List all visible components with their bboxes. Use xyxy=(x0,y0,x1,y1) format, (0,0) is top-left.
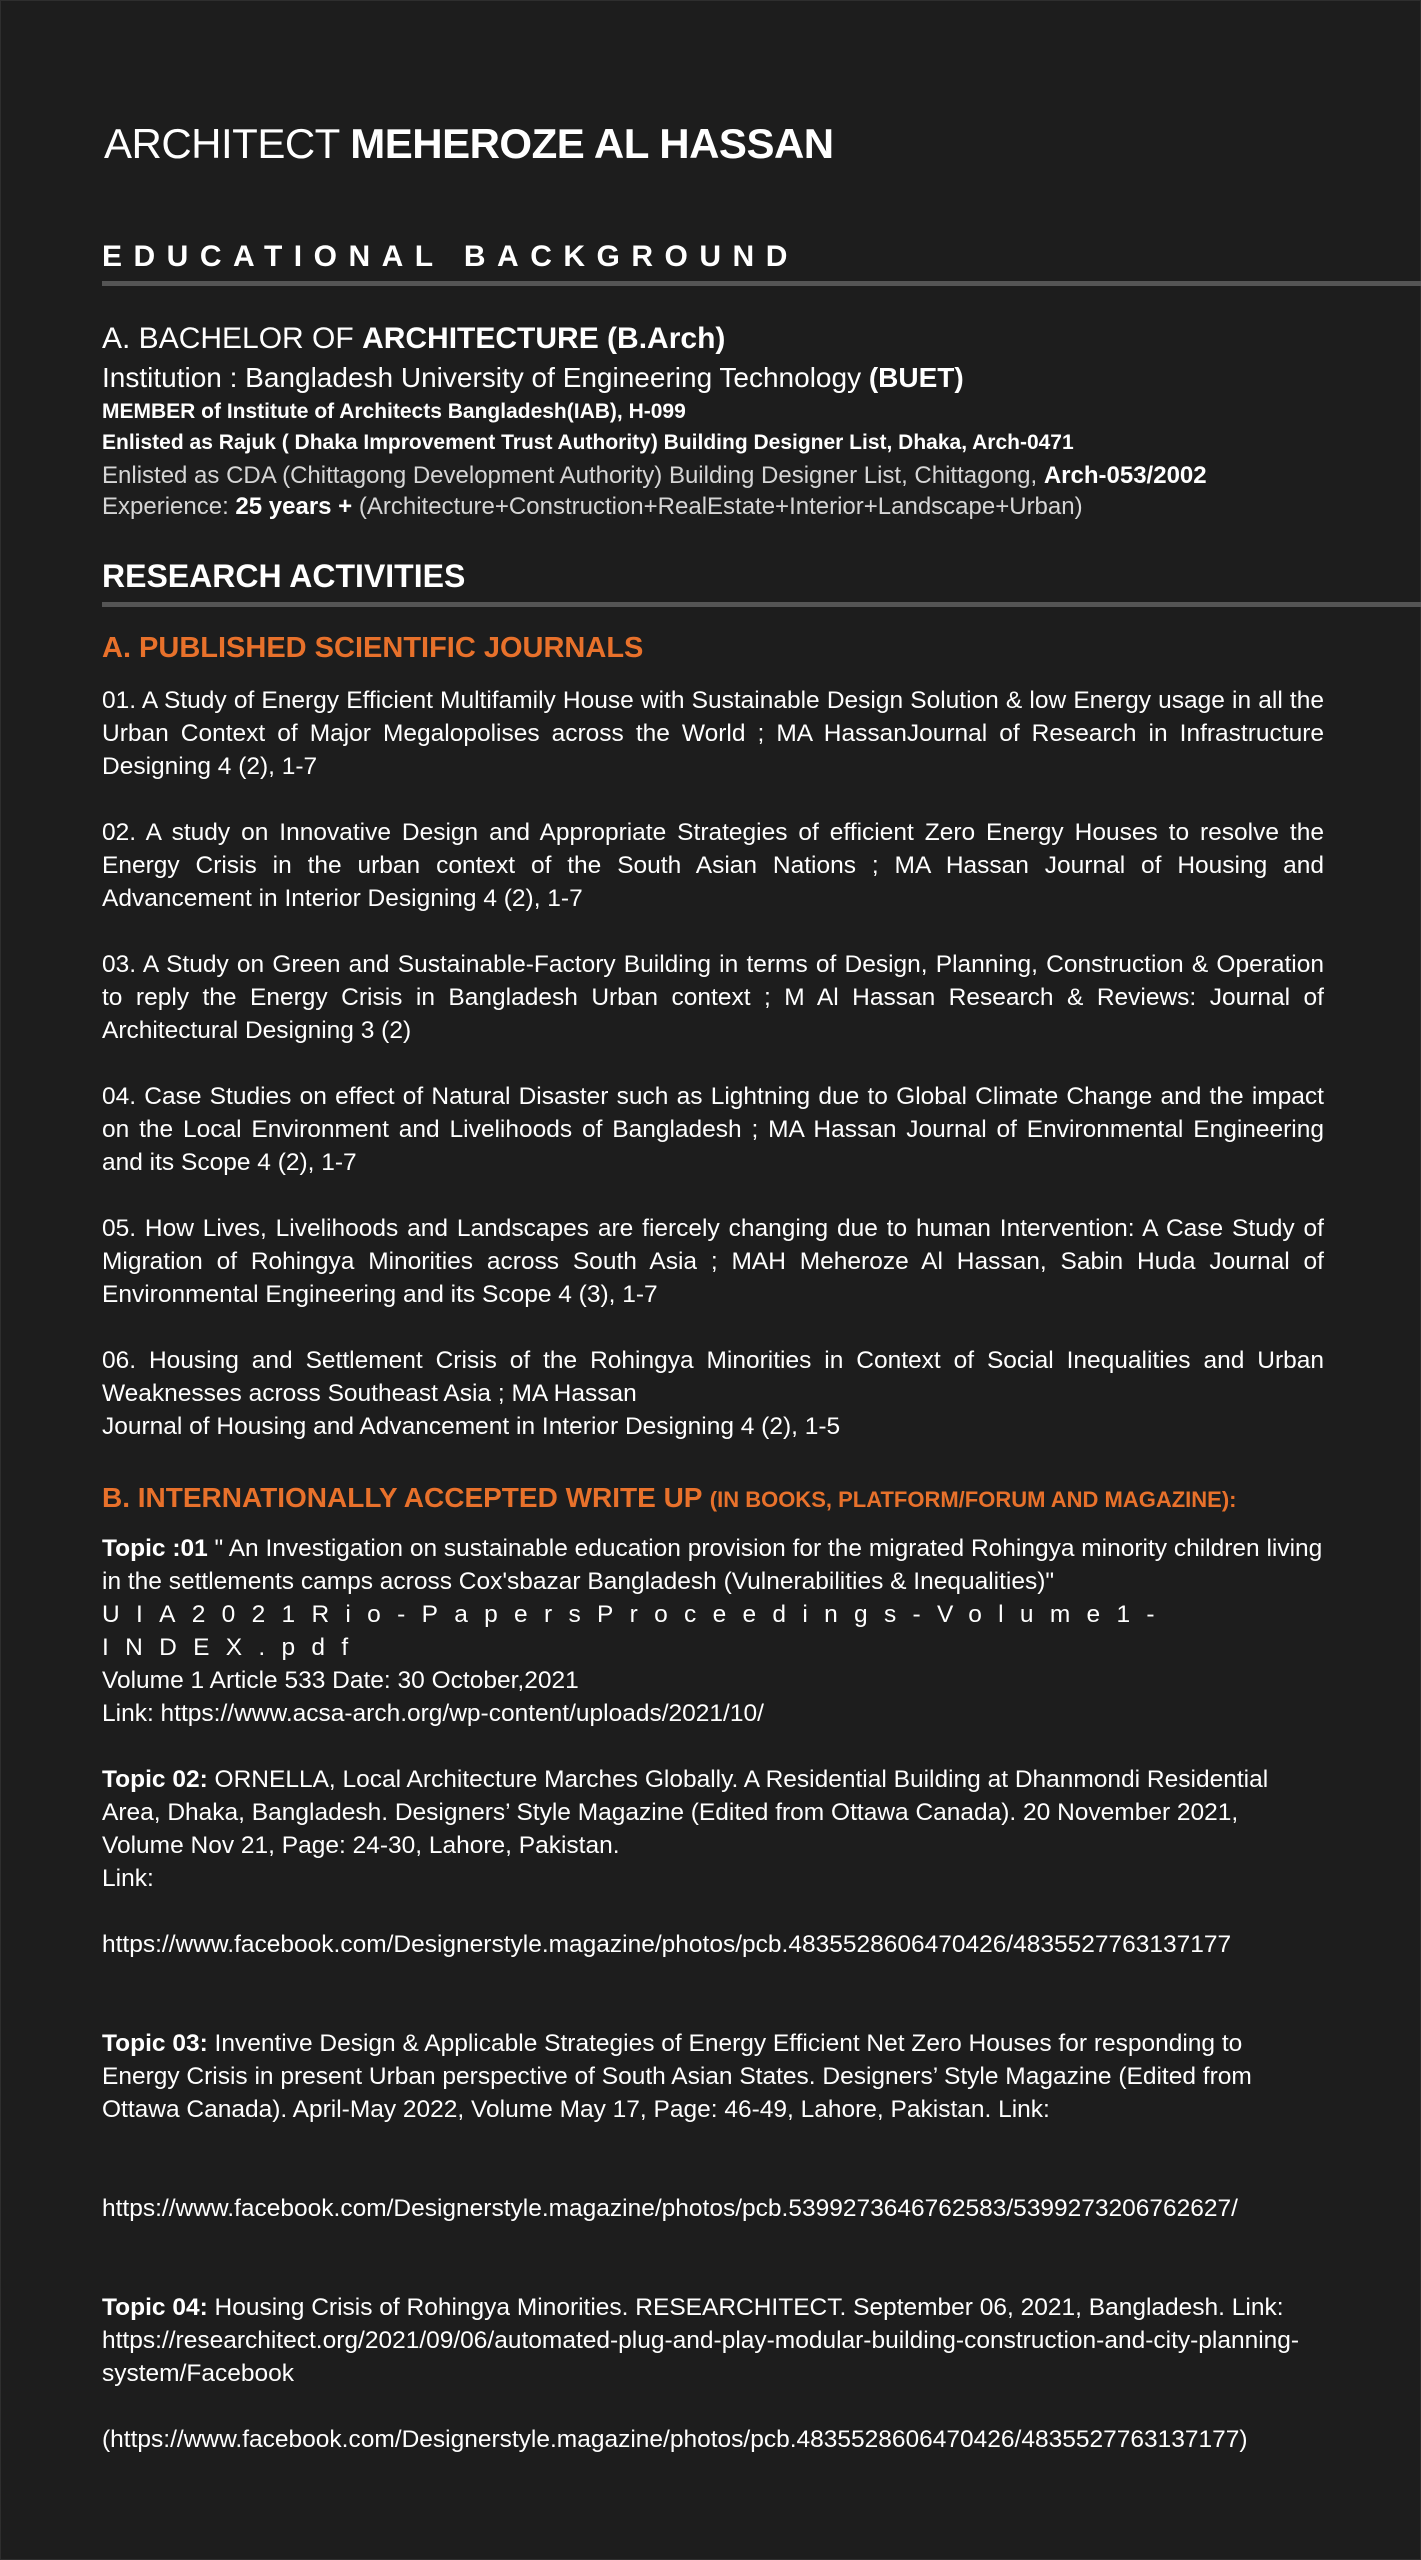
journal-item: 04. Case Studies on effect of Natural Disaster such as Lightning due to Global Climate Change and the impact on the Local Environment and Livelihoods of Bangladesh ; MA Hassan Journal of Environmental Engineering and its Scope 4 (2), 1-7 xyxy=(102,1083,1324,1176)
topic-01-file: UIA2021Rio-PapersProceedings-Volume1-INDEX.pdf xyxy=(102,1601,1171,1661)
education-divider xyxy=(102,281,1421,286)
journals-heading: A. PUBLISHED SCIENTIFIC JOURNALS xyxy=(102,632,644,664)
research-heading: RESEARCH ACTIVITIES xyxy=(102,558,466,594)
topic-02 xyxy=(102,1763,1324,1895)
writeups-heading xyxy=(102,1482,1236,1514)
institution-line xyxy=(102,362,964,394)
education-heading: EDUCATIONAL BACKGROUND xyxy=(102,240,799,273)
title-prefix: ARCHITECT xyxy=(104,120,351,167)
member-line: MEMBER of Institute of Architects Bangladesh(IAB), H-099 xyxy=(102,400,686,423)
topic-04-label: Topic 04: xyxy=(102,2294,208,2321)
page-title xyxy=(104,120,834,168)
topic-02-url[interactable]: https://www.facebook.com/Designerstyle.magazine/photos/pcb.4835528606470426/4835527763137177 xyxy=(102,1931,1232,1958)
topic-02-label: Topic 02: xyxy=(102,1766,208,1793)
experience-fields: (Architecture+Construction+RealEstate+Interior+Landscape+Urban) xyxy=(352,493,1083,520)
degree-line xyxy=(102,322,725,356)
journal-item: 02. A study on Innovative Design and Appropriate Strategies of efficient Zero Energy Houses to resolve the Energy Crisis in the urban context of the South Asian Nations ; MA Hassan Journal of Housing and Advancement in Interior Designing 4 (2), 1-7 xyxy=(102,819,1324,912)
topic-03-text: Inventive Design & Applicable Strategies of Energy Efficient Net Zero Houses for responding to Energy Crisis in present Urban perspective of South Asian States. Designers’ Style Magazine (Edited from Ottawa Canada). April-May 2022, Volume May 17, Page: 46-49, Lahore, Pakistan. Link: xyxy=(102,2030,1252,2123)
topic-01-label: Topic :01 xyxy=(102,1535,208,1562)
topic-04-url[interactable]: (https://www.facebook.com/Designerstyle.magazine/photos/pcb.4835528606470426/4835527763137177) xyxy=(102,2426,1248,2453)
journal-item: 06. Housing and Settlement Crisis of the Rohingya Minorities in Context of Social Inequalities and Urban Weaknesses across Southeast Asia ; MA Hassan xyxy=(102,1347,1324,1407)
topic-03 xyxy=(102,2027,1324,2126)
cda-number: Arch-053/2002 xyxy=(1043,462,1207,489)
research-divider xyxy=(102,602,1421,607)
topic-03-label: Topic 03: xyxy=(102,2030,208,2057)
experience-label: Experience: xyxy=(102,493,236,520)
topic-02-text: ORNELLA, Local Architecture Marches Globally. A Residential Building at Dhanmondi Residential Area, Dhaka, Bangladesh. Designers’ Style Magazine (Edited from Ottawa Canada). 20 November 2021, Volume Nov 21, Page: 24-30, Lahore, Pakistan. xyxy=(102,1766,1269,1859)
institution-abbr: (BUET) xyxy=(868,362,964,393)
topic-02-link-label: Link: xyxy=(102,1865,154,1892)
topic-01-text: " An Investigation on sustainable education provision for the migrated Rohingya minority children living in the settlements camps across Cox'sbazar Bangladesh (Vulnerabilities & Inequalities)" xyxy=(102,1535,1323,1595)
writeups-heading-main: B. INTERNATIONALLY ACCEPTED WRITE UP xyxy=(102,1482,710,1513)
topic-04-text: Housing Crisis of Rohingya Minorities. RESEARCHITECT. September 06, 2021, Bangladesh. Link: https://researchitect.org/2021/09/06/automated-plug-and-play-modular-building-construction-and-city-planning-system/Facebook xyxy=(102,2294,1300,2387)
topic-01-meta: Volume 1 Article 533 Date: 30 October,2021 xyxy=(102,1667,579,1694)
title-name: MEHEROZE AL HASSAN xyxy=(350,120,834,167)
cda-text: Enlisted as CDA (Chittagong Development Authority) Building Designer List, Chittagong, xyxy=(102,462,1044,489)
degree-prefix: A. BACHELOR OF xyxy=(102,322,363,355)
writeups-heading-note: (IN BOOKS, PLATFORM/FORUM AND MAGAZINE): xyxy=(709,1487,1237,1512)
experience-years: 25 years + xyxy=(235,493,353,520)
journal-item: 01. A Study of Energy Efficient Multifamily House with Sustainable Design Solution & low Energy usage in all the Urban Context of Major Megalopolises across the World ; MA HassanJournal of Research in Infrastructure Designing 4 (2), 1-7 xyxy=(102,687,1324,780)
experience-line xyxy=(102,493,1083,521)
topic-01-link[interactable]: Link: https://www.acsa-arch.org/wp-content/uploads/2021/10/ xyxy=(102,1700,764,1727)
journal-item: Journal of Housing and Advancement in Interior Designing 4 (2), 1-5 xyxy=(102,1413,841,1440)
degree-name: ARCHITECTURE (B.Arch) xyxy=(362,322,726,355)
topic-04 xyxy=(102,2291,1324,2390)
journal-item: 05. How Lives, Livelihoods and Landscapes are fiercely changing due to human Intervention: A Case Study of Migration of Rohingya Minorities across South Asia ; MAH Meheroze Al Hassan, Sabin Huda Journal of Environmental Engineering and its Scope 4 (3), 1-7 xyxy=(102,1215,1324,1308)
institution-text: Institution : Bangladesh University of Engineering Technology xyxy=(102,362,869,393)
topic-01 xyxy=(102,1532,1324,1697)
journal-item: 03. A Study on Green and Sustainable-Factory Building in terms of Design, Planning, Construction & Operation to reply the Energy Crisis in Bangladesh Urban context ; M Al Hassan Research & Reviews: Journal of Architectural Designing 3 (2) xyxy=(102,951,1324,1044)
topic-03-url[interactable]: https://www.facebook.com/Designerstyle.magazine/photos/pcb.5399273646762583/5399273206762627/ xyxy=(102,2195,1238,2222)
cda-line xyxy=(102,462,1207,490)
rajuk-line: Enlisted as Rajuk ( Dhaka Improvement Trust Authority) Building Designer List, Dhaka, Arch-0471 xyxy=(102,431,1074,454)
